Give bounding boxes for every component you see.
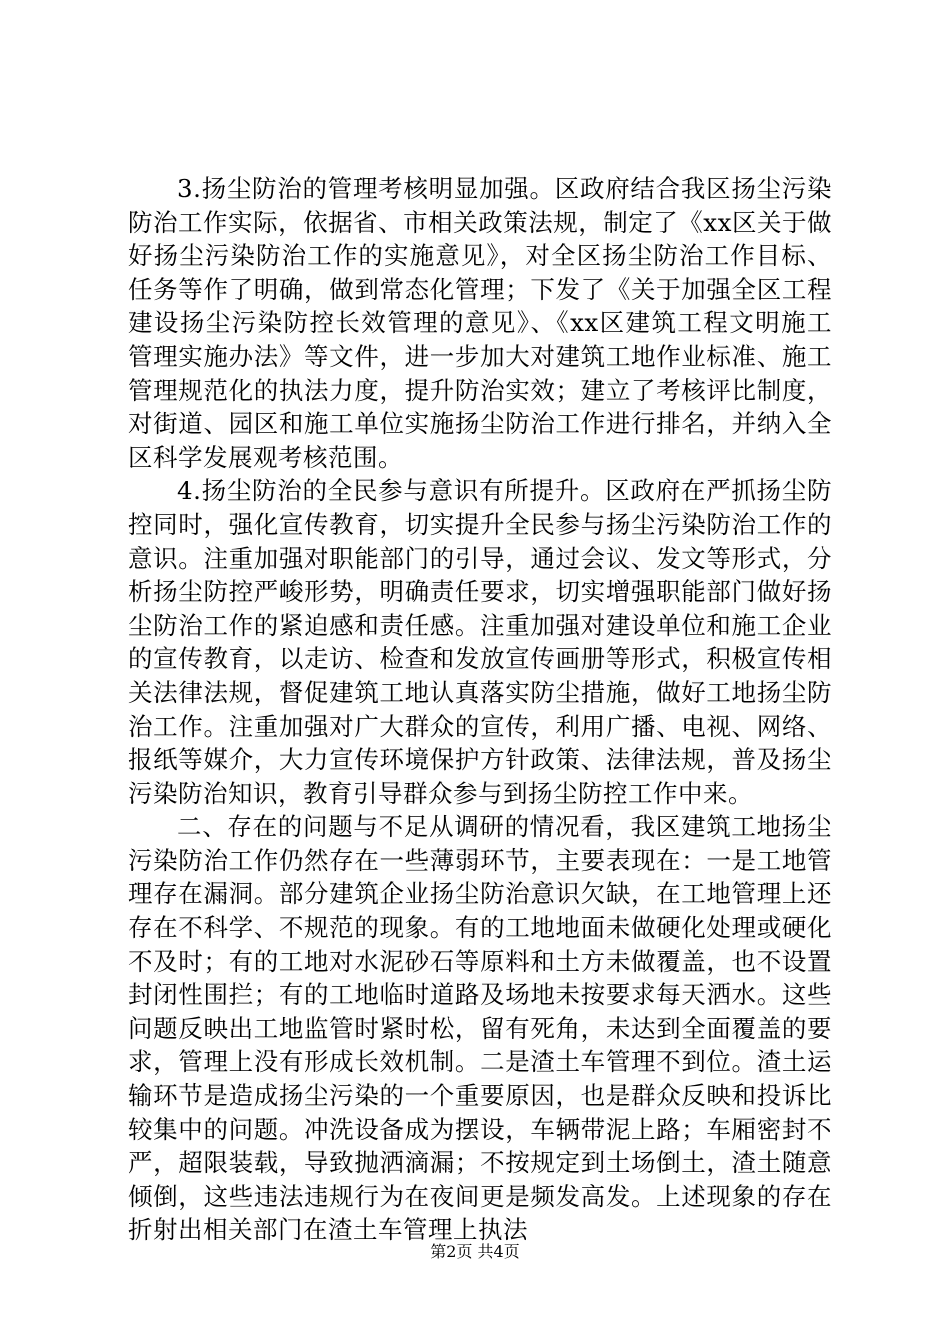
paragraph-problems-and-shortcomings: 二、存在的问题与不足从调研的情况看，我区建筑工地扬尘污染防治工作仍然存在一些薄弱环节，主要表现在：一是工地管理存在漏洞。部分建筑企业扬尘防治意识欠缺，在工地管理上还存在不科学、不规范的现象。有的工地地面未做硬化处理或硬化不及时；有的工地对水泥砂石等原料和土方未做覆盖，也不设置封闭性围拦；有的工地临时道路及场地未按要求每天洒水。这些问题反映出工地监管时紧时松，留有死角，未达到全面覆盖的要求，管理上没有形成长效机制。二是渣土车管理不到位。渣土运输环节是造成扬尘污染的一个重要原因，也是群众反映和投诉比较集中的问题。冲洗设备成为摆设，车辆带泥上路；车厢密封不严，超限装载，导致抛洒滴漏；不按规定到土场倒土，渣土随意倾倒，这些违法违规行为在夜间更是频发高发。上述现象的存在折射出相关部门在渣土车管理上执法 [128,812,832,1245]
paragraph-public-participation: 4.扬尘防治的全民参与意识有所提升。区政府在严抓扬尘防控同时，强化宣传教育，切实提升全民参与扬尘污染防治工作的意识。注重加强对职能部门的引导，通过会议、发文等形式，分析扬尘防控严峻形势，明确责任要求，切实增强职能部门做好扬尘防治工作的紧迫感和责任感。注重加强对建设单位和施工企业的宣传教育，以走访、检查和发放宣传画册等形式，积极宣传相关法律法规，督促建筑工地认真落实防尘措施，做好工地扬尘防治工作。注重加强对广大群众的宣传，利用广播、电视、网络、报纸等媒介，大力宣传环境保护方针政策、法律法规，普及扬尘污染防治知识，教育引导群众参与到扬尘防控工作中来。 [128,476,832,808]
page-footer [0,1242,950,1262]
paragraph-dust-management-assessment: 3.扬尘防治的管理考核明显加强。区政府结合我区扬尘污染防治工作实际，依据省、市相关政策法规，制定了《xx区关于做好扬尘污染防治工作的实施意见》，对全区扬尘防治工作目标、任务等作了明确，做到常态化管理；下发了《关于加强全区工程建设扬尘污染防控长效管理的意见》、《xx区建筑工程文明施工管理实施办法》等文件，进一步加大对建筑工地作业标准、施工管理规范化的执法力度，提升防治实效；建立了考核评比制度，对街道、园区和施工单位实施扬尘防治工作进行排名，并纳入全区科学发展观考核范围。 [128,174,832,472]
page-number: 第2页 共4页 [430,1242,520,1261]
document-body [128,172,832,1247]
